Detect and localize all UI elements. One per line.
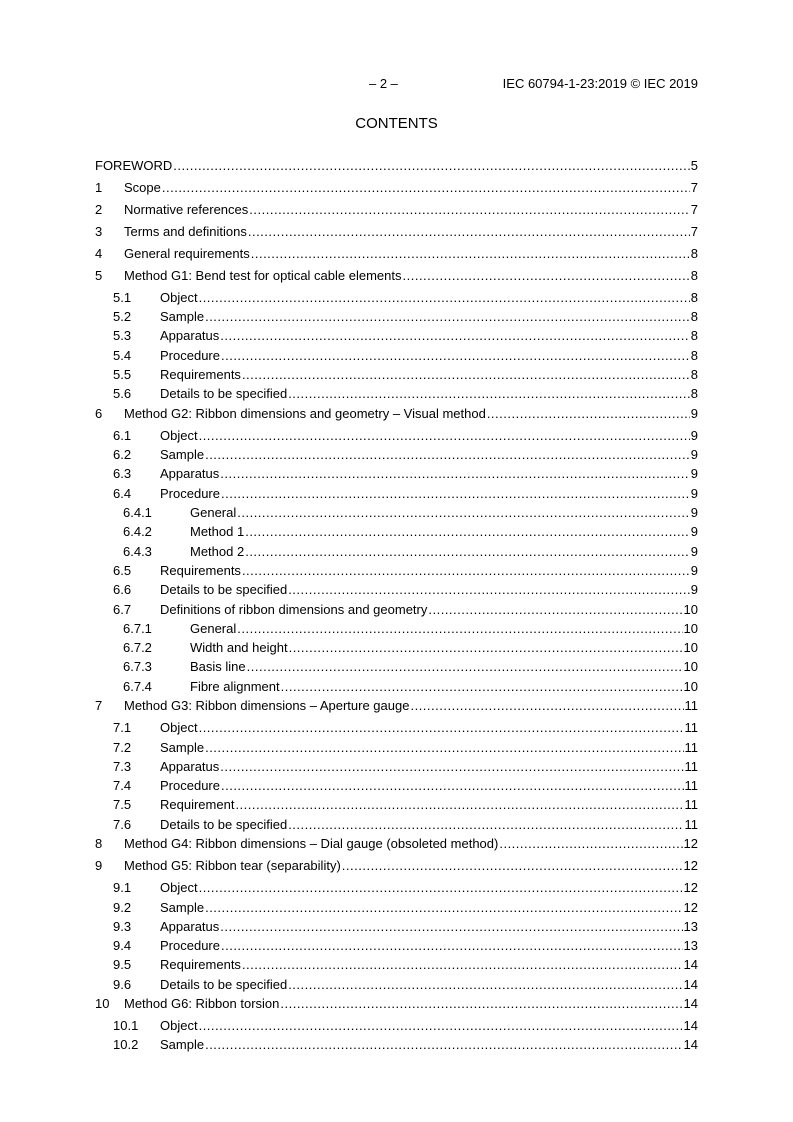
toc-entry-title: Requirements bbox=[160, 957, 241, 972]
toc-entry[interactable] bbox=[123, 621, 698, 637]
toc-leader-dots bbox=[237, 621, 682, 637]
toc-entry-page: 11 bbox=[684, 817, 698, 832]
toc-leader-dots bbox=[199, 428, 690, 444]
toc-entry-number: 6.5 bbox=[113, 563, 132, 578]
toc-entry-title: Method G6: Ribbon torsion bbox=[124, 996, 280, 1011]
toc-entry-title: Method G4: Ribbon dimensions – Dial gauge (obsoleted method) bbox=[124, 836, 499, 851]
toc-entry-page: 8 bbox=[690, 309, 698, 324]
toc-entry[interactable] bbox=[113, 1018, 698, 1034]
toc-entry[interactable] bbox=[123, 640, 698, 656]
toc-leader-dots bbox=[205, 447, 690, 463]
toc-entry[interactable] bbox=[95, 180, 698, 196]
toc-entry-title: Object bbox=[160, 290, 198, 305]
toc-entry-title: Object bbox=[160, 428, 198, 443]
toc-entry[interactable] bbox=[113, 778, 698, 794]
toc-leader-dots bbox=[205, 309, 690, 325]
toc-entry-number: 10.1 bbox=[113, 1018, 139, 1033]
toc-entry-title: Method G5: Ribbon tear (separability) bbox=[124, 858, 341, 873]
toc-entry-page: 10 bbox=[683, 621, 698, 636]
toc-entry[interactable] bbox=[113, 309, 698, 325]
toc-entry-number: 7.2 bbox=[113, 740, 132, 755]
toc-entry-number: 5.4 bbox=[113, 348, 132, 363]
toc-entry[interactable] bbox=[113, 486, 698, 502]
toc-entry[interactable] bbox=[95, 406, 698, 422]
toc-entry-number: 6.7.1 bbox=[123, 621, 152, 636]
toc-entry[interactable] bbox=[113, 797, 698, 813]
toc-entry-number: 7 bbox=[95, 698, 103, 713]
toc-entry-title: General bbox=[190, 621, 237, 636]
toc-entry-page: 11 bbox=[684, 778, 698, 793]
toc-entry-page: 11 bbox=[684, 720, 698, 735]
toc-leader-dots bbox=[499, 836, 682, 852]
toc-entry[interactable] bbox=[113, 582, 698, 598]
toc-entry-page: 11 bbox=[684, 698, 698, 713]
toc-entry-title: Object bbox=[160, 1018, 198, 1033]
toc-entry[interactable] bbox=[113, 466, 698, 482]
toc-entry-page: 9 bbox=[690, 582, 698, 597]
toc-entry-number: 6.3 bbox=[113, 466, 132, 481]
toc-entry[interactable] bbox=[95, 698, 698, 714]
toc-entry-title: General bbox=[190, 505, 237, 520]
toc-entry-page: 10 bbox=[683, 659, 698, 674]
toc-entry-title: Sample bbox=[160, 447, 205, 462]
toc-entry-title: Requirements bbox=[160, 367, 241, 382]
toc-entry[interactable] bbox=[95, 202, 698, 218]
toc-entry-number: 7.3 bbox=[113, 759, 132, 774]
toc-entry-number: 5.6 bbox=[113, 386, 132, 401]
toc-entry-title: Apparatus bbox=[160, 759, 220, 774]
toc-entry-title: Details to be specified bbox=[160, 977, 288, 992]
toc-leader-dots bbox=[205, 900, 682, 916]
toc-leader-dots bbox=[235, 797, 683, 813]
toc-entry-page: 12 bbox=[683, 836, 698, 851]
toc-entry-number: 6.1 bbox=[113, 428, 132, 443]
toc-entry-number: 6 bbox=[95, 406, 103, 421]
toc-entry-title: General requirements bbox=[124, 246, 250, 261]
document-reference: IEC 60794-1-23:2019 © IEC 2019 bbox=[502, 76, 698, 91]
toc-entry-page: 11 bbox=[684, 759, 698, 774]
toc-leader-dots bbox=[220, 328, 690, 344]
toc-entry-number: 6.7.4 bbox=[123, 679, 152, 694]
toc-entry-title: Details to be specified bbox=[160, 386, 288, 401]
toc-leader-dots bbox=[205, 740, 683, 756]
toc-entry-number: 5.1 bbox=[113, 290, 132, 305]
toc-entry-page: 14 bbox=[683, 977, 698, 992]
toc-entry-page: 12 bbox=[683, 858, 698, 873]
toc-entry-number: 5 bbox=[95, 268, 103, 283]
toc-entry-title: Terms and definitions bbox=[124, 224, 247, 239]
toc-leader-dots bbox=[410, 698, 683, 714]
toc-entry-title: Sample bbox=[160, 309, 205, 324]
toc-entry-number: 5.3 bbox=[113, 328, 132, 343]
toc-entry-number: 5.2 bbox=[113, 309, 132, 324]
toc-entry-title: Object bbox=[160, 720, 198, 735]
toc-leader-dots bbox=[288, 977, 682, 993]
toc-leader-dots bbox=[487, 406, 690, 422]
toc-leader-dots bbox=[289, 640, 683, 656]
toc-entry-page: 7 bbox=[690, 180, 698, 195]
toc-entry-number: 6.7.2 bbox=[123, 640, 152, 655]
toc-entry[interactable] bbox=[113, 328, 698, 344]
toc-leader-dots bbox=[242, 367, 690, 383]
toc-leader-dots bbox=[288, 386, 690, 402]
toc-entry-number: 7.1 bbox=[113, 720, 132, 735]
toc-entry-page: 8 bbox=[690, 328, 698, 343]
toc-entry-page: 8 bbox=[690, 348, 698, 363]
toc-entry-number: 6.4.3 bbox=[123, 544, 152, 559]
toc-leader-dots bbox=[162, 180, 690, 196]
toc-entry-page: 13 bbox=[683, 938, 698, 953]
page-number: – 2 – bbox=[369, 76, 398, 91]
toc-leader-dots bbox=[237, 505, 690, 521]
toc-entry[interactable] bbox=[123, 544, 698, 560]
toc-entry-title: Normative references bbox=[124, 202, 249, 217]
toc-entry-title: Method 2 bbox=[190, 544, 245, 559]
toc-leader-dots bbox=[245, 544, 690, 560]
toc-leader-dots bbox=[221, 778, 684, 794]
toc-entry-page: 9 bbox=[690, 563, 698, 578]
toc-leader-dots bbox=[428, 602, 682, 618]
toc-entry-title: Requirement bbox=[160, 797, 235, 812]
toc-leader-dots bbox=[288, 817, 683, 833]
toc-entry[interactable] bbox=[123, 524, 698, 540]
toc-entry-page: 8 bbox=[690, 386, 698, 401]
toc-leader-dots bbox=[280, 996, 682, 1012]
toc-leader-dots bbox=[199, 290, 690, 306]
toc-entry-number: 7.4 bbox=[113, 778, 132, 793]
toc-entry-page: 10 bbox=[683, 679, 698, 694]
toc-entry-page: 12 bbox=[683, 900, 698, 915]
toc-entry[interactable] bbox=[113, 290, 698, 306]
toc-entry-number: 9.2 bbox=[113, 900, 132, 915]
toc-entry[interactable] bbox=[123, 505, 698, 521]
toc-entry-title: Method G1: Bend test for optical cable elements bbox=[124, 268, 402, 283]
toc-entry-number: 8 bbox=[95, 836, 103, 851]
toc-leader-dots bbox=[199, 880, 683, 896]
toc-entry-page: 10 bbox=[683, 602, 698, 617]
toc-entry-title: Scope bbox=[124, 180, 161, 195]
toc-entry[interactable] bbox=[113, 563, 698, 579]
toc-entry[interactable] bbox=[95, 836, 698, 852]
toc-entry[interactable] bbox=[113, 602, 698, 618]
toc-entry-number: 6.2 bbox=[113, 447, 132, 462]
toc-entry-number: 9.1 bbox=[113, 880, 132, 895]
toc-entry-title: Basis line bbox=[190, 659, 246, 674]
toc-leader-dots bbox=[199, 1018, 683, 1034]
toc-leader-dots bbox=[281, 679, 683, 695]
toc-entry[interactable] bbox=[113, 367, 698, 383]
toc-entry[interactable] bbox=[113, 740, 698, 756]
toc-entry-page: 11 bbox=[684, 740, 698, 755]
toc-entry[interactable] bbox=[113, 386, 698, 402]
toc-entry-number: 6.4 bbox=[113, 486, 132, 501]
toc-leader-dots bbox=[242, 563, 690, 579]
toc-entry-number: 10 bbox=[95, 996, 110, 1011]
toc-entry-page: 9 bbox=[690, 406, 698, 421]
toc-leader-dots bbox=[220, 919, 682, 935]
toc-entry[interactable] bbox=[113, 900, 698, 916]
toc-entry-title: Details to be specified bbox=[160, 582, 288, 597]
toc-entry[interactable] bbox=[113, 957, 698, 973]
toc-entry[interactable] bbox=[113, 817, 698, 833]
toc-entry[interactable] bbox=[113, 1037, 698, 1053]
toc-entry-title: FOREWORD bbox=[95, 158, 173, 173]
toc-entry-title: Procedure bbox=[160, 348, 220, 363]
toc-entry-title: Procedure bbox=[160, 778, 220, 793]
toc-entry-page: 12 bbox=[683, 880, 698, 895]
toc-entry[interactable] bbox=[113, 428, 698, 444]
toc-entry-number: 7.5 bbox=[113, 797, 132, 812]
toc-entry-page: 14 bbox=[683, 957, 698, 972]
toc-entry-title: Sample bbox=[160, 900, 205, 915]
toc-entry-page: 8 bbox=[690, 246, 698, 261]
toc-leader-dots bbox=[403, 268, 690, 284]
toc-leader-dots bbox=[288, 582, 690, 598]
toc-leader-dots bbox=[247, 659, 683, 675]
toc-entry-number: 9.6 bbox=[113, 977, 132, 992]
toc-entry-number: 1 bbox=[95, 180, 103, 195]
toc-entry-page: 9 bbox=[690, 505, 698, 520]
toc-entry[interactable] bbox=[95, 158, 698, 174]
toc-entry-title: Apparatus bbox=[160, 919, 220, 934]
toc-entry-number: 9.5 bbox=[113, 957, 132, 972]
toc-entry-title: Procedure bbox=[160, 486, 220, 501]
toc-entry-page: 9 bbox=[690, 524, 698, 539]
toc-entry-title: Method 1 bbox=[190, 524, 245, 539]
toc-entry[interactable] bbox=[113, 938, 698, 954]
toc-entry-title: Details to be specified bbox=[160, 817, 288, 832]
toc-leader-dots bbox=[249, 202, 689, 218]
toc-entry-number: 3 bbox=[95, 224, 103, 239]
toc-entry-title: Method G3: Ribbon dimensions – Aperture gauge bbox=[124, 698, 410, 713]
toc-leader-dots bbox=[220, 466, 690, 482]
toc-entry-number: 6.4.1 bbox=[123, 505, 152, 520]
toc-entry-page: 14 bbox=[683, 1037, 698, 1052]
toc-entry-number: 6.4.2 bbox=[123, 524, 152, 539]
toc-entry[interactable] bbox=[113, 348, 698, 364]
toc-entry-page: 9 bbox=[690, 428, 698, 443]
toc-entry-title: Object bbox=[160, 880, 198, 895]
toc-entry-title: Apparatus bbox=[160, 328, 220, 343]
toc-entry-page: 9 bbox=[690, 466, 698, 481]
toc-entry[interactable] bbox=[95, 224, 698, 240]
toc-entry-number: 10.2 bbox=[113, 1037, 139, 1052]
toc-entry[interactable] bbox=[113, 447, 698, 463]
toc-entry-number: 9 bbox=[95, 858, 103, 873]
toc-leader-dots bbox=[221, 486, 690, 502]
toc-entry[interactable] bbox=[113, 977, 698, 993]
toc-entry-page: 7 bbox=[690, 202, 698, 217]
toc-entry-number: 2 bbox=[95, 202, 103, 217]
toc-entry-page: 11 bbox=[684, 797, 698, 812]
toc-entry-title: Procedure bbox=[160, 938, 220, 953]
toc-entry[interactable] bbox=[123, 659, 698, 675]
toc-entry-page: 8 bbox=[690, 367, 698, 382]
toc-entry-page: 8 bbox=[690, 268, 698, 283]
toc-entry-title: Apparatus bbox=[160, 466, 220, 481]
toc-entry-number: 9.3 bbox=[113, 919, 132, 934]
toc-leader-dots bbox=[242, 957, 683, 973]
toc-entry-title: Definitions of ribbon dimensions and geometry bbox=[160, 602, 428, 617]
toc-entry[interactable] bbox=[95, 246, 698, 262]
toc-leader-dots bbox=[173, 158, 689, 174]
toc-leader-dots bbox=[251, 246, 690, 262]
toc-entry-number: 7.6 bbox=[113, 817, 132, 832]
toc-entry-number: 6.7 bbox=[113, 602, 132, 617]
toc-entry-number: 6.6 bbox=[113, 582, 132, 597]
toc-entry-page: 9 bbox=[690, 544, 698, 559]
toc-entry[interactable] bbox=[123, 679, 698, 695]
toc-entry-title: Width and height bbox=[190, 640, 288, 655]
toc-entry[interactable] bbox=[113, 880, 698, 896]
toc-entry-page: 9 bbox=[690, 447, 698, 462]
toc-entry-number: 4 bbox=[95, 246, 103, 261]
toc-entry[interactable] bbox=[113, 919, 698, 935]
toc-entry-title: Method G2: Ribbon dimensions and geometry – Visual method bbox=[124, 406, 486, 421]
toc-entry-page: 14 bbox=[683, 996, 698, 1011]
toc-entry-title: Requirements bbox=[160, 563, 241, 578]
toc-entry-number: 6.7.3 bbox=[123, 659, 152, 674]
toc-entry[interactable] bbox=[95, 268, 698, 284]
toc-entry-page: 10 bbox=[683, 640, 698, 655]
toc-entry[interactable] bbox=[95, 858, 698, 874]
toc-entry[interactable] bbox=[95, 996, 698, 1012]
toc-entry-page: 7 bbox=[690, 224, 698, 239]
toc-leader-dots bbox=[245, 524, 690, 540]
toc-entry-page: 5 bbox=[690, 158, 698, 173]
toc-leader-dots bbox=[220, 759, 683, 775]
toc-leader-dots bbox=[221, 938, 683, 954]
toc-leader-dots bbox=[248, 224, 690, 240]
toc-entry[interactable] bbox=[113, 720, 698, 736]
toc-leader-dots bbox=[199, 720, 684, 736]
toc-entry-page: 8 bbox=[690, 290, 698, 305]
toc-entry-title: Sample bbox=[160, 1037, 205, 1052]
toc-entry-page: 14 bbox=[683, 1018, 698, 1033]
page-title: CONTENTS bbox=[355, 115, 438, 132]
toc-entry-number: 9.4 bbox=[113, 938, 132, 953]
toc-entry-number: 5.5 bbox=[113, 367, 132, 382]
toc-entry-page: 9 bbox=[690, 486, 698, 501]
toc-leader-dots bbox=[221, 348, 690, 364]
toc-leader-dots bbox=[342, 858, 683, 874]
toc-entry-title: Sample bbox=[160, 740, 205, 755]
toc-entry[interactable] bbox=[113, 759, 698, 775]
toc-entry-title: Fibre alignment bbox=[190, 679, 280, 694]
toc-leader-dots bbox=[205, 1037, 682, 1053]
page-header bbox=[0, 76, 793, 92]
toc-entry-page: 13 bbox=[683, 919, 698, 934]
